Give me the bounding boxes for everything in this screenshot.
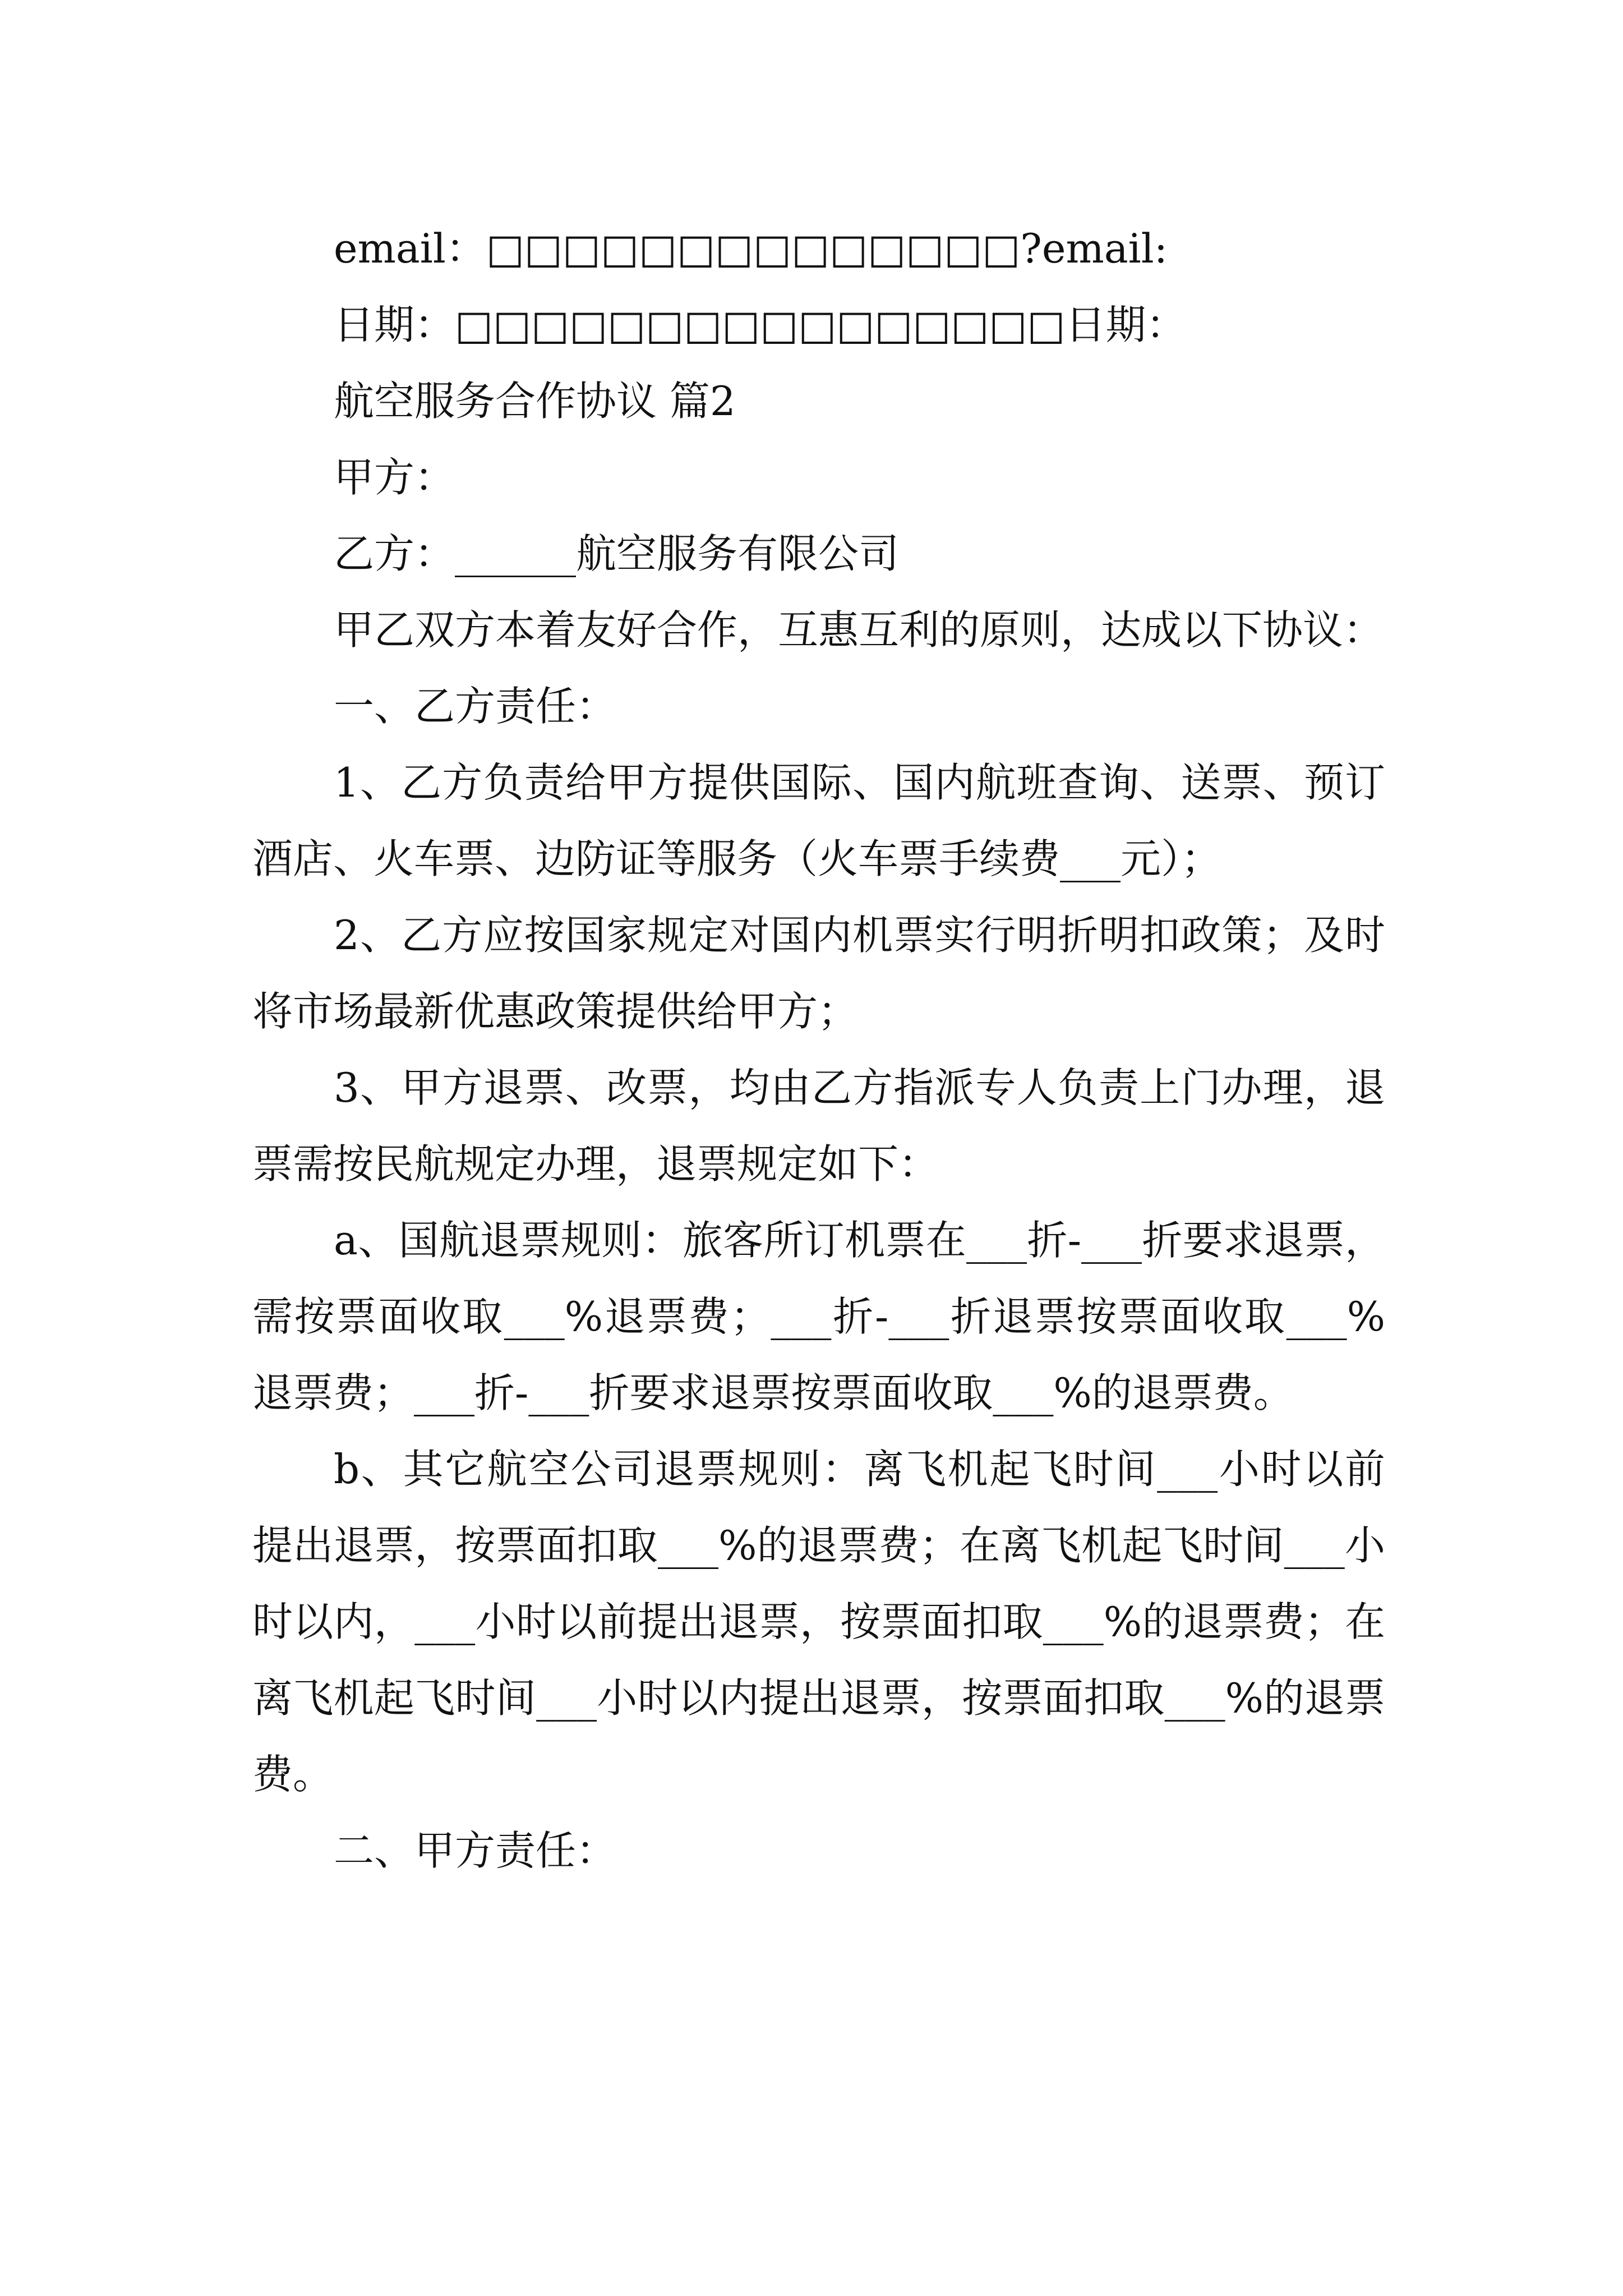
email-line: email：□□□□□□□□□□□□□□?email: — [334, 225, 1168, 272]
document-body — [252, 210, 1385, 1889]
clause-3: 3、甲方退票、改票，均由乙方指派专人负责上门办理，退票需按民航规定办理，退票规定如下： — [252, 1064, 1385, 1188]
clause-b: b、其它航空公司退票规则：离飞机起飞时间___小时以前提出退票，按票面扣取___%的退票费；在离飞机起飞时间___小时以内，___小时以前提出退票，按票面扣取___%的退票费；在离飞机起飞时间___小时以内提出退票，按票面扣取___%的退票费。 — [252, 1446, 1385, 1798]
clause-1: 1、乙方负责给甲方提供国际、国内航班查询、送票、预订酒店、火车票、边防证等服务（火车票手续费___元）； — [252, 759, 1385, 882]
clause-a: a、国航退票规则：旅客所订机票在___折-___折要求退票，需按票面收取___%退票费；___折-___折退票按票面收取___%退票费；___折-___折要求退票按票面收取___%的退票费。 — [252, 1217, 1385, 1416]
party-a-responsibility-heading: 二、甲方责任： — [334, 1827, 617, 1874]
section-title: 航空服务合作协议 篇2 — [334, 378, 736, 425]
party-b-line: 乙方：______航空服务有限公司 — [334, 530, 900, 577]
party-b-responsibility-heading: 一、乙方责任： — [334, 683, 617, 730]
date-line: 日期：□□□□□□□□□□□□□□□□日期： — [334, 301, 1187, 348]
intro-paragraph: 甲乙双方本着友好合作，互惠互利的原则，达成以下协议： — [334, 606, 1384, 654]
party-a-line: 甲方： — [334, 454, 455, 501]
clause-2: 2、乙方应按国家规定对国内机票实行明折明扣政策；及时将市场最新优惠政策提供给甲方； — [252, 912, 1385, 1035]
